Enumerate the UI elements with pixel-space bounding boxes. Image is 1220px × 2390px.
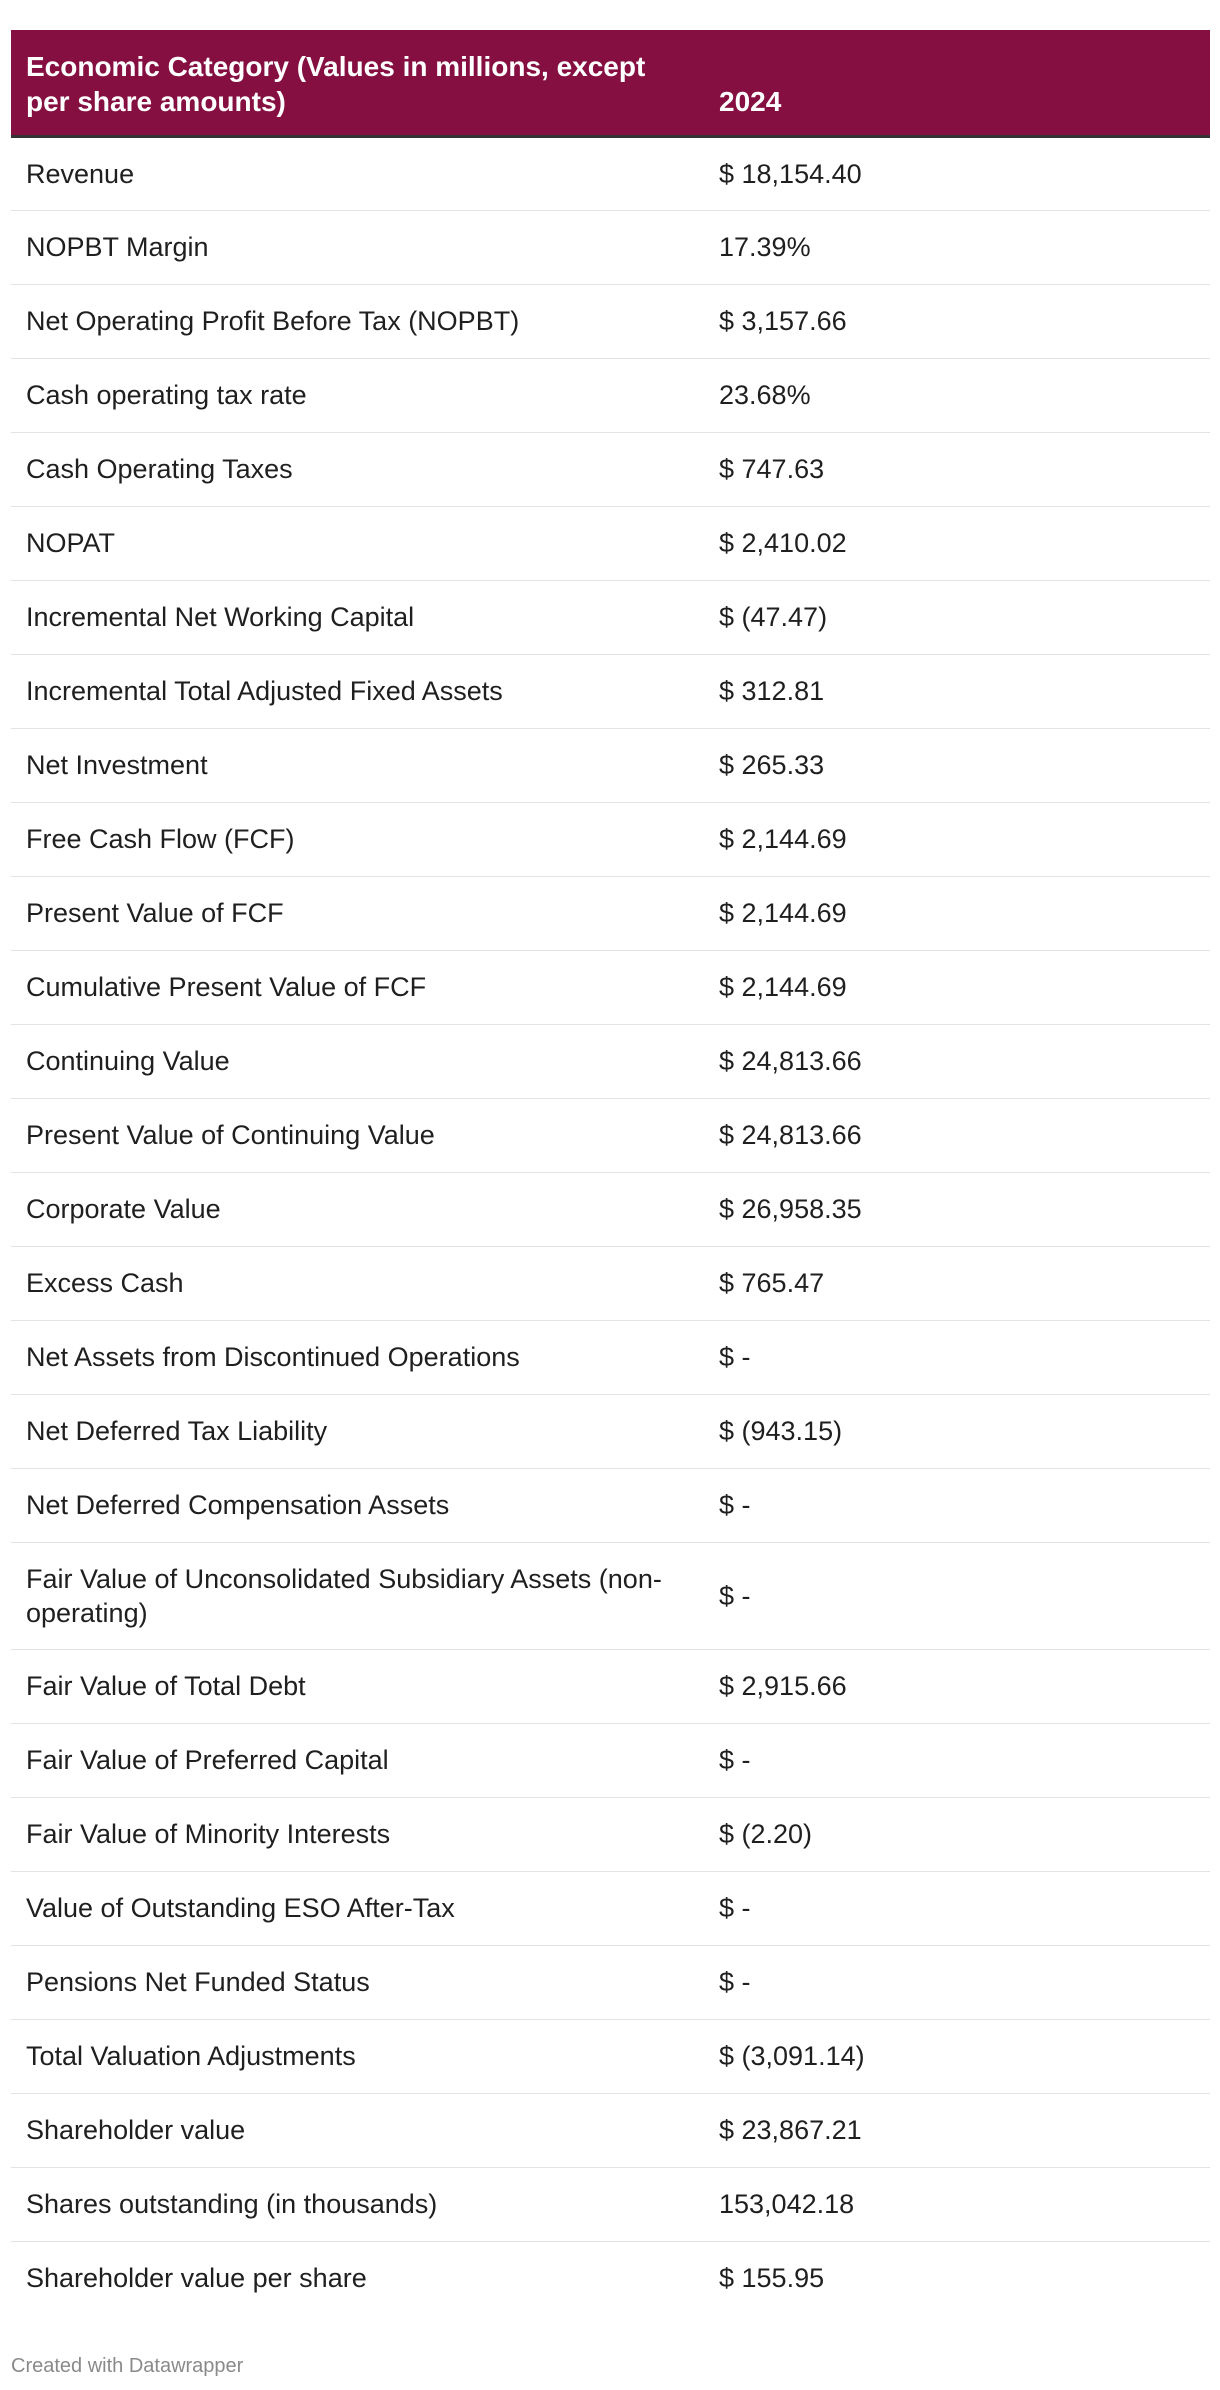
row-value-2024: $ (2.20) <box>704 1797 1210 1871</box>
table-row <box>11 876 1210 950</box>
footer-credit: Created with Datawrapper <box>11 2355 244 2377</box>
row-label: Revenue <box>11 136 704 210</box>
table-row <box>11 432 1210 506</box>
table-row <box>11 136 1210 210</box>
row-label: Cash operating tax rate <box>11 358 704 432</box>
row-label: Incremental Net Working Capital <box>11 580 704 654</box>
table-row <box>11 1871 1210 1945</box>
table-row <box>11 950 1210 1024</box>
row-label: Corporate Value <box>11 1172 704 1246</box>
table-row <box>11 1542 1210 1649</box>
row-label: Fair Value of Minority Interests <box>11 1797 704 1871</box>
row-value-2024: $ - <box>704 1945 1210 2019</box>
row-value-2024: $ 26,958.35 <box>704 1172 1210 1246</box>
row-value-2024: $ 2,915.66 <box>704 1649 1210 1723</box>
row-value-2024: $ (943.15) <box>704 1394 1210 1468</box>
table-row <box>11 210 1210 284</box>
row-label: Net Deferred Compensation Assets <box>11 1468 704 1542</box>
table-row <box>11 1394 1210 1468</box>
row-label: Fair Value of Total Debt <box>11 1649 704 1723</box>
row-value-2024: 23.68% <box>704 358 1210 432</box>
table-row <box>11 802 1210 876</box>
table-row <box>11 2241 1210 2315</box>
row-label: Present Value of FCF <box>11 876 704 950</box>
table-row <box>11 284 1210 358</box>
row-value-2024: $ - <box>704 1723 1210 1797</box>
table-row <box>11 1098 1210 1172</box>
header-row <box>11 30 1210 136</box>
row-value-2024: $ 312.81 <box>704 654 1210 728</box>
row-value-2024: $ - <box>704 1320 1210 1394</box>
row-label: Cash Operating Taxes <box>11 432 704 506</box>
row-label: Net Investment <box>11 728 704 802</box>
row-value-2024: $ 765.47 <box>704 1246 1210 1320</box>
row-value-2024: $ 2,410.02 <box>704 506 1210 580</box>
row-value-2024: $ (47.47) <box>704 580 1210 654</box>
row-label: Continuing Value <box>11 1024 704 1098</box>
table-row <box>11 1024 1210 1098</box>
row-label: Excess Cash <box>11 1246 704 1320</box>
table-row <box>11 1172 1210 1246</box>
row-label: Cumulative Present Value of FCF <box>11 950 704 1024</box>
row-label: Shares outstanding (in thousands) <box>11 2167 704 2241</box>
row-value-2024: $ 24,813.66 <box>704 1024 1210 1098</box>
row-label: Net Deferred Tax Liability <box>11 1394 704 1468</box>
row-label: Free Cash Flow (FCF) <box>11 802 704 876</box>
row-value-2024: 153,042.18 <box>704 2167 1210 2241</box>
row-label: NOPAT <box>11 506 704 580</box>
row-label: Total Valuation Adjustments <box>11 2019 704 2093</box>
table-row <box>11 1723 1210 1797</box>
table-row <box>11 1246 1210 1320</box>
table-row <box>11 2019 1210 2093</box>
table-row <box>11 580 1210 654</box>
table-row <box>11 1320 1210 1394</box>
table-row <box>11 1945 1210 2019</box>
row-value-2024: $ - <box>704 1542 1210 1649</box>
row-label: Fair Value of Preferred Capital <box>11 1723 704 1797</box>
row-value-2024: $ 265.33 <box>704 728 1210 802</box>
table-row <box>11 506 1210 580</box>
table-body <box>11 136 1210 2315</box>
row-value-2024: $ - <box>704 1871 1210 1945</box>
row-value-2024: $ 155.95 <box>719 2263 825 2294</box>
table-row <box>11 1468 1210 1542</box>
table-row <box>11 2167 1210 2241</box>
valuation-table <box>11 30 1210 2315</box>
row-value-2024: $ 2,144.69 <box>704 802 1210 876</box>
row-label: Pensions Net Funded Status <box>11 1945 704 2019</box>
row-value-2024: $ 18,154.40 <box>704 136 1210 210</box>
row-label: Net Operating Profit Before Tax (NOPBT) <box>11 284 704 358</box>
row-label: Shareholder value per share <box>26 2263 367 2294</box>
table-row <box>11 1797 1210 1871</box>
table-row <box>11 728 1210 802</box>
row-value-2024: $ 2,144.69 <box>704 876 1210 950</box>
row-value-2024: $ (3,091.14) <box>704 2019 1210 2093</box>
row-label: Fair Value of Unconsolidated Subsidiary Assets (non-operating) <box>11 1542 704 1649</box>
row-value-2024: $ 3,157.66 <box>704 284 1210 358</box>
table-row <box>11 1649 1210 1723</box>
row-label: Present Value of Continuing Value <box>11 1098 704 1172</box>
table-row <box>11 2093 1210 2167</box>
row-label: Shareholder value <box>11 2093 704 2167</box>
row-value-2024: 17.39% <box>704 210 1210 284</box>
row-label: NOPBT Margin <box>11 210 704 284</box>
table-row <box>11 654 1210 728</box>
row-label: Incremental Total Adjusted Fixed Assets <box>11 654 704 728</box>
row-value-2024: $ 24,813.66 <box>704 1098 1210 1172</box>
row-label: Net Assets from Discontinued Operations <box>11 1320 704 1394</box>
row-value-2024: $ 2,144.69 <box>704 950 1210 1024</box>
row-value-2024: $ 23,867.21 <box>704 2093 1210 2167</box>
row-label: Value of Outstanding ESO After-Tax <box>11 1871 704 1945</box>
table-row <box>11 358 1210 432</box>
column-header-2024[interactable]: 2024 <box>704 30 1210 136</box>
row-value-2024: $ 747.63 <box>704 432 1210 506</box>
column-header-category[interactable]: Economic Category (Values in millions, except per share amounts) <box>11 30 704 136</box>
table-header <box>11 30 1210 136</box>
row-value-2024: $ - <box>704 1468 1210 1542</box>
